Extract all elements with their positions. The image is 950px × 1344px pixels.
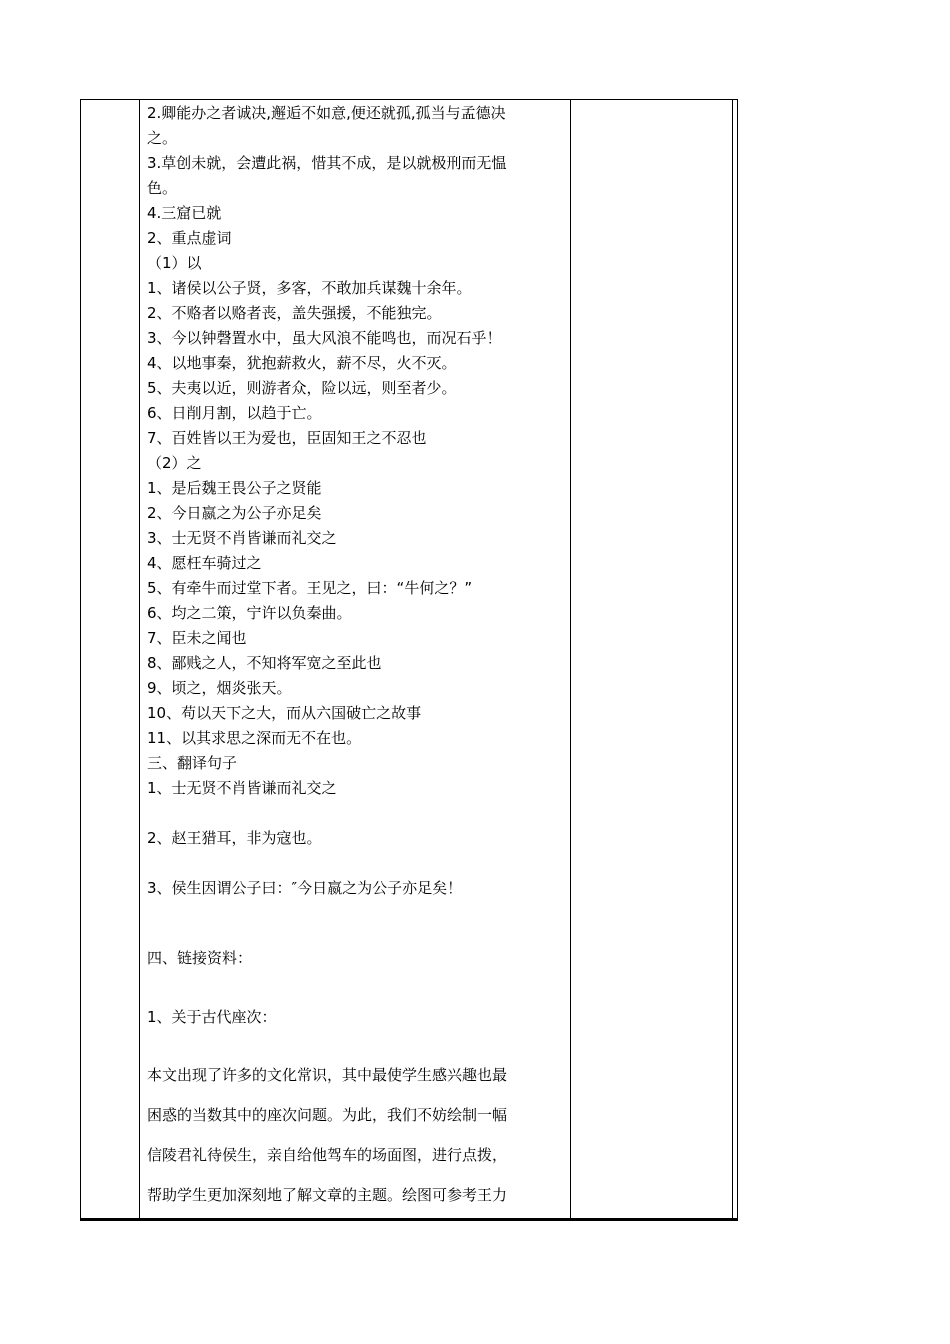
text-line: 1、士无贤不肖皆谦而礼交之 (147, 779, 337, 797)
text-line: 6、日削月割，以趋于亡。 (147, 404, 322, 422)
text-line: 色。 (147, 179, 178, 197)
text-line: 3、今以钟磬置水中，虽大风浪不能鸣也，而况石乎！ (147, 329, 502, 347)
paragraph-line: 困惑的当数其中的座次问题。为此，我们不妨绘制一幅 (147, 1106, 508, 1124)
paragraph-line: 帮助学生更加深刻地了解文章的主题。绘图可参考王力 (147, 1186, 508, 1204)
text-line: 5、有牵牛而过堂下者。王见之，曰：“牛何之？” (147, 579, 473, 597)
text-line: 1、关于古代座次： (147, 1008, 277, 1026)
subsection-heading: （2）之 (147, 454, 202, 472)
text-line: 2、赵王猎耳，非为寇也。 (147, 829, 322, 847)
paragraph-line: 信陵君礼待侯生，亲自给他驾车的场面图，进行点拨， (147, 1146, 508, 1164)
column-divider-left (139, 100, 140, 1220)
text-line: 4、以地事秦，犹抱薪救火，薪不尽，火不灭。 (147, 354, 457, 372)
text-line: 7、臣未之闻也 (147, 629, 247, 647)
text-line: 5、夫夷以近，则游者众，险以远，则至者少。 (147, 379, 457, 397)
text-line: 10、苟以天下之大，而从六国破亡之故事 (147, 704, 422, 722)
section-heading: 三、翻译句子 (147, 754, 238, 772)
text-line: 6、均之二策，宁许以负秦曲。 (147, 604, 352, 622)
text-line: 1、是后魏王畏公子之贤能 (147, 479, 322, 497)
text-line: 3、士无贤不肖皆谦而礼交之 (147, 529, 337, 547)
text-line: 4.三窟已就 (147, 204, 222, 222)
text-line: 2.卿能办之者诚决,邂逅不如意,便还就孤,孤当与孟德决 (147, 104, 506, 122)
section-heading: 2、重点虚词 (147, 229, 232, 247)
text-line: 3、侯生因谓公子曰：″今日嬴之为公子亦足矣！ (147, 879, 463, 897)
column-divider-right (570, 100, 571, 1220)
section-heading: 四、链接资料： (147, 949, 253, 967)
text-line: 7、百姓皆以王为爱也，臣固知王之不忍也 (147, 429, 427, 447)
text-line: 1、诸侯以公子贤，多客，不敢加兵谋魏十余年。 (147, 279, 472, 297)
text-line: 8、鄙贱之人，不知将军宽之至此也 (147, 654, 382, 672)
subsection-heading: （1）以 (147, 254, 202, 272)
text-line: 9、顷之，烟炎张天。 (147, 679, 292, 697)
paragraph-line: 本文出现了许多的文化常识，其中最使学生感兴趣也最 (147, 1066, 508, 1084)
text-line: 3.草创未就，会遭此祸，惜其不成，是以就极刑而无愠 (147, 154, 507, 172)
text-line: 之。 (147, 129, 178, 147)
text-line: 2、不赂者以赂者丧，盖失强援，不能独完。 (147, 304, 442, 322)
text-line: 11、以其求思之深而无不在也。 (147, 729, 362, 747)
lesson-table (80, 99, 738, 1221)
text-line: 2、今日嬴之为公子亦足矣 (147, 504, 322, 522)
column-divider-edge (732, 100, 733, 1220)
text-line: 4、愿枉车骑过之 (147, 554, 262, 572)
